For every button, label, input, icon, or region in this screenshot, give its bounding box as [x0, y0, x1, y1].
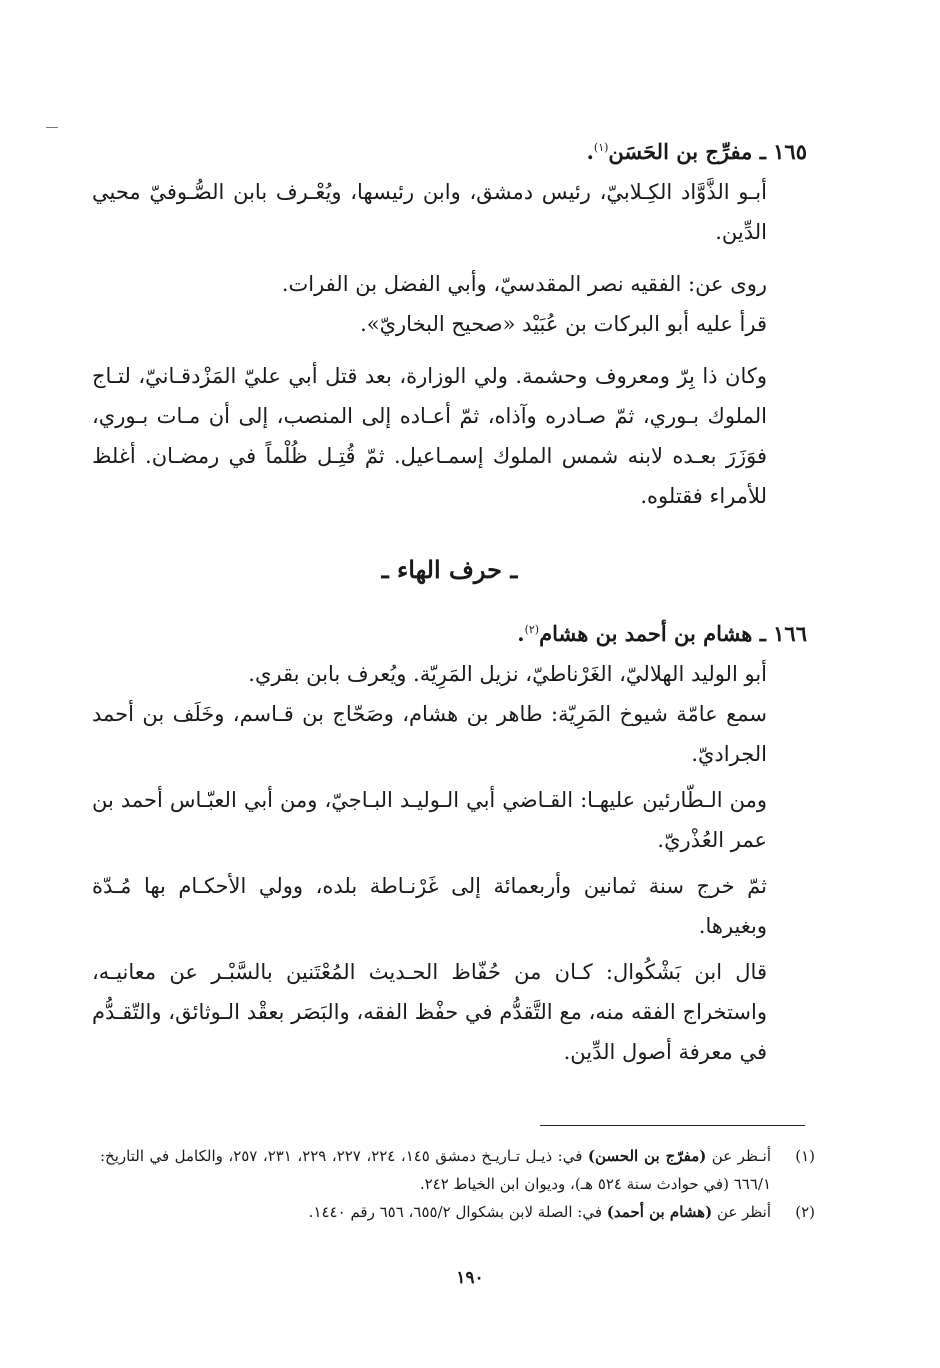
- footnote-number: (١): [795, 1147, 815, 1165]
- footnotes: [100, 1142, 815, 1226]
- paragraph: أبو الوليد الهلاليّ، الغَرْناطيّ، نزيل المَرِيّة. ويُعرف بابن بقري.: [248, 662, 767, 686]
- paragraph: قرأ عليه أبو البركات بن عُبَيْد «صحيح البخاريّ».: [360, 312, 767, 336]
- footnote-divider: [540, 1125, 805, 1126]
- page-number: ١٩٠: [456, 1268, 484, 1288]
- paragraph: أبـو الذَّوَّاد الكِـلابيّ، رئيس دمشق، وابن رئيسها، ويُعْـرف بابن الصُّـوفيّ محيي الدِّين.: [92, 180, 767, 244]
- paragraph: وكان ذا بِرّ ومعروف وحشمة. ولي الوزارة، بعد قتل أبي عليّ المَزْدقـانيّ، لتـاج الملوك بـوري، ثمّ صـادره وآذاه، ثمّ أعـاده إلى المنصب، إلى أن مـات بـوري، فوَزَرَ بعـده لابنه شمس الملوك إسمـاعيل. ثمّ قُتِـل ظُلْماً في رمضـان. أغلظ للأمراء فقتلوه.: [92, 364, 767, 508]
- footnote-number: (٢): [795, 1203, 815, 1221]
- paragraph: سمع عامّة شيوخ المَرِيّة: طاهر بن هشام، وصَحّاج بن قـاسم، وخَلَف بن أحمد الجراديّ.: [92, 702, 767, 766]
- footnote-text: [100, 1142, 771, 1198]
- entry-title-text: ١٦٥ ـ مفرِّج بن الحَسَن: [608, 139, 807, 164]
- title-period: .: [586, 139, 594, 164]
- footnote-1: [100, 1142, 815, 1198]
- entry-title-165: [92, 128, 807, 172]
- footnote-2: [100, 1198, 815, 1226]
- page-body: [92, 128, 807, 1072]
- paragraph: ثمّ خرج سنة ثمانين وأربعمائة إلى غَرْنـاطة بلده، وولي الأحكـام بها مُـدّة وبغيرها.: [92, 874, 767, 938]
- footnote-lead: أنظر عن: [712, 1203, 771, 1221]
- title-period: .: [517, 621, 525, 646]
- entry-title-166: [92, 610, 807, 654]
- footnote-body: في: ذيـل تـاريـخ دمشق ١٤٥، ٢٢٤، ٢٢٧، ٢٢٩، ٢٣١، ٢٥٧، والكامل في التاريخ: ٦٦٦/١ (في حوادث سنة ٥٢٤ هـ)، وديوان ابن الخياط ٢٤٢.: [100, 1147, 771, 1193]
- footnote-subject: (هشام بن أحمد): [606, 1203, 713, 1221]
- footnote-ref[interactable]: (٢): [524, 623, 540, 636]
- margin-mark: [46, 127, 58, 128]
- paragraph: ومن الـطّارئين عليهـا: القـاضي أبي الـوليـد البـاجيّ، ومن أبي العبّـاس أحمد بن عمر العُذْريّ.: [92, 788, 767, 852]
- entry-title-text: ١٦٦ ـ هشام بن أحمد بن هشام: [539, 621, 807, 646]
- footnote-ref[interactable]: (١): [593, 141, 609, 154]
- paragraph: قال ابن بَشْكُوال: كـان من حُفّاظ الحـديث المُعْتَنين بالسَّبْـر عن معانيـه، واستخراج الفقه منه، مع التَّقدُّم في حفْظ الفقه، والبَصَر بعقْد الـوثائق، والتّقـدُّم في معرفة أصول الدِّين.: [92, 960, 767, 1064]
- section-heading: ـ حرف الهاء ـ: [381, 555, 518, 584]
- footnote-body: في: الصلة لابن بشكوال ٦٥٥/٢، ٦٥٦ رقم ١٤٤٠.: [308, 1203, 607, 1221]
- footnote-lead: أنـظر عن: [706, 1147, 771, 1165]
- footnote-text: [100, 1198, 771, 1226]
- paragraph: روى عن: الفقيه نصر المقدسيّ، وأبي الفضل بن الفرات.: [281, 272, 767, 296]
- footnote-subject: (مفرّج بن الحسن): [587, 1147, 707, 1165]
